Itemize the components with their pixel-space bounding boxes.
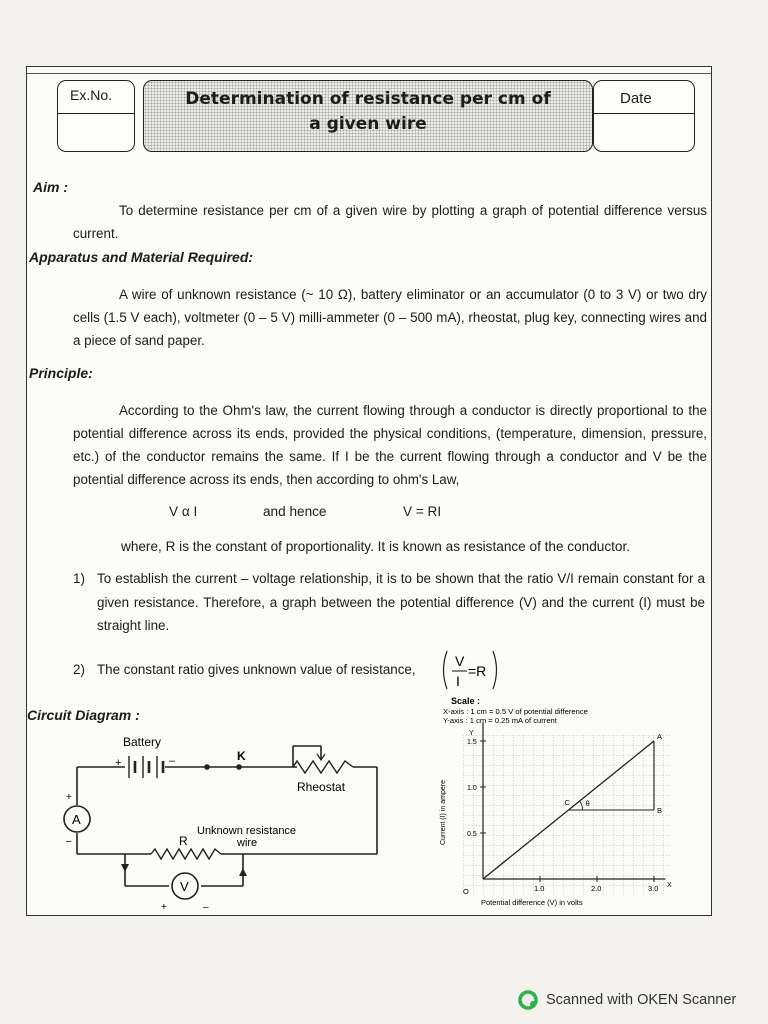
key-terminal-left: [204, 764, 210, 770]
eq-ohms-law: V = RI: [403, 504, 442, 519]
graph-y-label: Current (I) in ampere: [440, 780, 447, 845]
graph-origin: O: [463, 887, 469, 896]
battery-label: Battery: [123, 735, 162, 749]
point-a-label: A: [657, 732, 663, 741]
wire-label-line-1: Unknown resistance: [197, 825, 297, 837]
point-2-text: The constant ratio gives unknown value of resistance,: [97, 662, 416, 677]
iv-graph: [433, 695, 685, 907]
point-c-label: C: [564, 798, 570, 807]
voltmeter-label: V: [180, 879, 189, 894]
battery-plus: +: [115, 757, 122, 769]
formula-numerator: V: [455, 653, 465, 669]
point-b-label: B: [657, 806, 663, 815]
aim-text: [73, 199, 707, 245]
worksheet-page: [26, 66, 712, 916]
title-line-2: a given wire: [309, 114, 427, 134]
key-terminal-right: [236, 764, 242, 770]
top-rule: [27, 73, 711, 74]
graph-x-scale: X-axis : 1 cm = 0.5 V of potential difference: [443, 707, 588, 716]
rheostat-label: Rheostat: [297, 780, 346, 794]
wire-label-line-2: wire: [237, 837, 258, 849]
eq-proportional: V α I: [169, 504, 198, 519]
circuit-heading: Circuit Diagram :: [27, 707, 140, 723]
ex-no-divider: [58, 113, 134, 114]
ammeter-minus: –: [66, 836, 72, 847]
ex-no-label: Ex.No.: [70, 87, 113, 103]
angle-label: θ: [585, 799, 590, 808]
rheostat-symbol: [293, 761, 353, 773]
y-tick-label: 0.5: [467, 831, 477, 838]
graph-grid: [463, 735, 671, 895]
aim-paragraph: To determine resistance per cm of a given wire by plotting a graph of potential difference versus current.: [73, 203, 707, 241]
point-1-number: 1): [73, 571, 85, 586]
principle-paragraph: According to the Ohm's law, the current flowing through a conductor is directly proportional to the potential difference across its ends, provided the physical conditions, (temperature, dimension, pressure, etc.) of the conductor remains the same. If I be the current flowing through a conductor and V be the potential difference across its ends, then according to ohm's Law,: [73, 403, 707, 487]
graph-scale-title: Scale :: [451, 696, 481, 706]
graph-y-scale: Y-axis : 1 cm = 0.25 mA of current: [443, 716, 557, 725]
y-tick-label: 1.0: [467, 785, 477, 792]
scanner-text: Scanned with OKEN Scanner: [546, 992, 737, 1008]
point-1-text: To establish the current – voltage relationship, it is to be shown that the ratio V/I remain constant for a given resistance. Therefore, a graph between the potential difference (V) and the current (I) must be straight line.: [97, 571, 705, 633]
principle-text: [73, 399, 707, 491]
formula-rhs: =R: [468, 663, 487, 679]
x-tick-label: 1.0: [534, 884, 545, 893]
oken-logo-icon: [518, 990, 538, 1010]
scanner-watermark: [518, 990, 736, 1010]
date-box: [593, 80, 695, 152]
arrow-right: [239, 868, 247, 876]
graph-y-letter: Y: [469, 730, 474, 737]
key-label: K: [237, 749, 246, 763]
battery-minus: –: [169, 755, 176, 767]
title-box: [143, 80, 593, 152]
aim-heading: Aim :: [33, 179, 68, 195]
voltmeter-minus: –: [203, 902, 209, 913]
y-tick-label: 1.5: [467, 739, 477, 746]
eq-and-hence: and hence: [263, 504, 327, 519]
apparatus-text: [73, 283, 707, 352]
title-line-1: Determination of resistance per cm of: [185, 89, 551, 109]
apparatus-heading: Apparatus and Material Required:: [29, 249, 254, 265]
graph-x-label: Potential difference (V) in volts: [481, 898, 583, 907]
resistor-label: R: [179, 834, 188, 848]
point-2-number: 2): [73, 662, 85, 677]
date-divider: [594, 113, 694, 114]
where-text: where, R is the constant of proportionality. It is known as resistance of the conductor.: [121, 539, 631, 554]
x-tick-label: 3.0: [648, 884, 659, 893]
ex-no-box: [57, 80, 135, 152]
resistor-symbol: [151, 849, 221, 859]
ammeter-plus: +: [66, 792, 72, 803]
ammeter-label: A: [72, 812, 81, 827]
x-tick-label: 2.0: [591, 884, 602, 893]
date-label: Date: [620, 90, 652, 107]
apparatus-paragraph: A wire of unknown resistance (~ 10 Ω), battery eliminator or an accumulator (0 to 3 V) or two dry cells (1.5 V each), voltmeter (0 – 5 V) milli-ammeter (0 – 500 mA), rheostat, plug key, connecting wires and a piece of sand paper.: [73, 287, 707, 348]
graph-x-letter: X: [667, 882, 672, 889]
principle-heading: Principle:: [29, 365, 93, 381]
resistance-formula: [439, 647, 503, 693]
formula-denominator: I: [456, 673, 460, 689]
voltmeter-plus: +: [161, 902, 167, 913]
arrow-left: [121, 864, 129, 872]
battery-symbol: [129, 756, 163, 778]
experiment-title: [144, 87, 592, 137]
circuit-diagram: [57, 732, 397, 922]
